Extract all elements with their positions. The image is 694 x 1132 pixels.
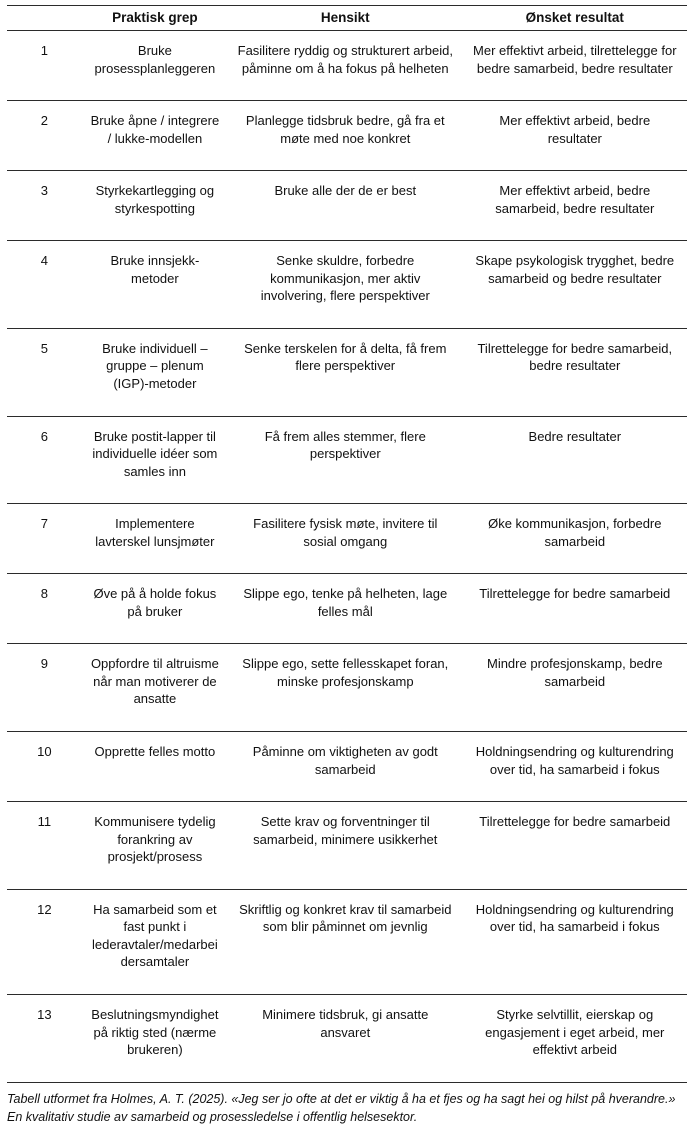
cell-praktisk-grep: Bruke innsjekk-metoder — [82, 241, 228, 329]
cell-praktisk-grep: Bruke prosessplanleggeren — [82, 31, 228, 101]
cell-hensikt: Skriftlig og konkret krav til samarbeid som blir påminnet om jevnlig — [228, 889, 463, 994]
practices-table — [7, 5, 687, 1083]
table-row — [7, 504, 687, 574]
cell-onsket-resultat: Øke kommunikasjon, forbedre samarbeid — [463, 504, 687, 574]
col-header-praktisk-grep: Praktisk grep — [82, 6, 228, 31]
col-header-onsket-resultat: Ønsket resultat — [463, 6, 687, 31]
cell-hensikt: Slippe ego, sette fellesskapet foran, minske profesjonskamp — [228, 644, 463, 732]
cell-praktisk-grep: Kommunisere tydelig forankring av prosjekt/prosess — [82, 802, 228, 890]
cell-praktisk-grep: Oppfordre til altruisme når man motiverer de ansatte — [82, 644, 228, 732]
cell-praktisk-grep: Bruke postit-lapper til individuelle idéer som samles inn — [82, 416, 228, 504]
cell-hensikt: Få frem alles stemmer, flere perspektiver — [228, 416, 463, 504]
cell-praktisk-grep: Bruke åpne / integrere / lukke-modellen — [82, 101, 228, 171]
row-number: 7 — [7, 504, 82, 574]
cell-onsket-resultat: Mer effektivt arbeid, tilrettelegge for bedre samarbeid, bedre resultater — [463, 31, 687, 101]
row-number: 12 — [7, 889, 82, 994]
cell-hensikt: Sette krav og forventninger til samarbeid, minimere usikkerhet — [228, 802, 463, 890]
table-row — [7, 328, 687, 416]
row-number: 9 — [7, 644, 82, 732]
row-number: 11 — [7, 802, 82, 890]
row-number: 6 — [7, 416, 82, 504]
row-number: 8 — [7, 574, 82, 644]
cell-hensikt: Minimere tidsbruk, gi ansatte ansvaret — [228, 994, 463, 1082]
table-row — [7, 802, 687, 890]
table-row — [7, 732, 687, 802]
table-row — [7, 889, 687, 994]
cell-praktisk-grep: Øve på å holde fokus på bruker — [82, 574, 228, 644]
cell-onsket-resultat: Tilrettelegge for bedre samarbeid — [463, 574, 687, 644]
table-header-row — [7, 6, 687, 31]
cell-hensikt: Fasilitere ryddig og strukturert arbeid, påminne om å ha fokus på helheten — [228, 31, 463, 101]
cell-hensikt: Planlegge tidsbruk bedre, gå fra et møte med noe konkret — [228, 101, 463, 171]
cell-hensikt: Påminne om viktigheten av godt samarbeid — [228, 732, 463, 802]
cell-onsket-resultat: Bedre resultater — [463, 416, 687, 504]
table-row — [7, 101, 687, 171]
cell-praktisk-grep: Opprette felles motto — [82, 732, 228, 802]
cell-praktisk-grep: Ha samarbeid som et fast punkt i lederavtaler/medarbeidersamtaler — [82, 889, 228, 994]
table-row — [7, 31, 687, 101]
cell-onsket-resultat: Styrke selvtillit, eierskap og engasjement i eget arbeid, mer effektivt arbeid — [463, 994, 687, 1082]
table-caption: Tabell utformet fra Holmes, A. T. (2025). «Jeg ser jo ofte at det er viktig å ha et fjes og ha sagt hei og hilst på hverandre.» En kvalitativ studie av samarbeid og prosessledelse i offentlig helsesektor. — [7, 1091, 676, 1124]
cell-praktisk-grep: Implementere lavterskel lunsjmøter — [82, 504, 228, 574]
table-row — [7, 994, 687, 1082]
col-header-hensikt: Hensikt — [228, 6, 463, 31]
cell-onsket-resultat: Mer effektivt arbeid, bedre resultater — [463, 101, 687, 171]
cell-hensikt: Slippe ego, tenke på helheten, lage felles mål — [228, 574, 463, 644]
cell-hensikt: Bruke alle der de er best — [228, 171, 463, 241]
row-number: 13 — [7, 994, 82, 1082]
cell-onsket-resultat: Holdningsendring og kulturendring over tid, ha samarbeid i fokus — [463, 732, 687, 802]
row-number: 1 — [7, 31, 82, 101]
cell-onsket-resultat: Skape psykologisk trygghet, bedre samarbeid og bedre resultater — [463, 241, 687, 329]
row-number: 4 — [7, 241, 82, 329]
cell-hensikt: Senke terskelen for å delta, få frem flere perspektiver — [228, 328, 463, 416]
cell-praktisk-grep: Beslutningsmyndighet på riktig sted (nærme brukeren) — [82, 994, 228, 1082]
row-number: 5 — [7, 328, 82, 416]
table-row — [7, 574, 687, 644]
cell-onsket-resultat: Tilrettelegge for bedre samarbeid — [463, 802, 687, 890]
cell-onsket-resultat: Holdningsendring og kulturendring over tid, ha samarbeid i fokus — [463, 889, 687, 994]
row-number: 3 — [7, 171, 82, 241]
table-row — [7, 241, 687, 329]
table-row — [7, 171, 687, 241]
table-row — [7, 644, 687, 732]
cell-praktisk-grep: Styrkekartlegging og styrkespotting — [82, 171, 228, 241]
cell-praktisk-grep: Bruke individuell – gruppe – plenum (IGP)-metoder — [82, 328, 228, 416]
cell-onsket-resultat: Tilrettelegge for bedre samarbeid, bedre resultater — [463, 328, 687, 416]
cell-hensikt: Senke skuldre, forbedre kommunikasjon, mer aktiv involvering, flere perspektiver — [228, 241, 463, 329]
table-row — [7, 416, 687, 504]
col-header-num — [7, 6, 82, 31]
cell-hensikt: Fasilitere fysisk møte, invitere til sosial omgang — [228, 504, 463, 574]
row-number: 2 — [7, 101, 82, 171]
row-number: 10 — [7, 732, 82, 802]
cell-onsket-resultat: Mindre profesjonskamp, bedre samarbeid — [463, 644, 687, 732]
cell-onsket-resultat: Mer effektivt arbeid, bedre samarbeid, bedre resultater — [463, 171, 687, 241]
